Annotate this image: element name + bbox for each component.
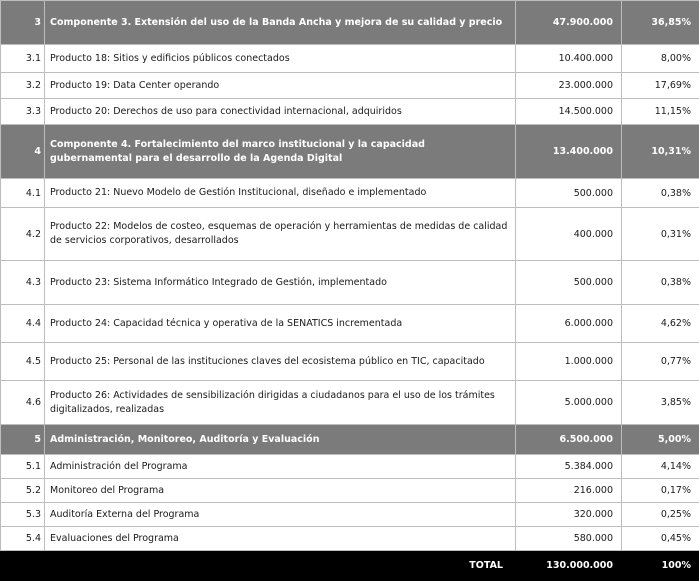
row-description: Producto 19: Data Center operando [45,73,516,99]
row-amount: 5.384.000 [516,455,622,479]
row-amount: 10.400.000 [516,45,622,73]
row-number: 3.3 [1,99,45,125]
row-description: Componente 4. Fortalecimiento del marco institucional y la capacidad gubernamental para el desarrollo de la Agenda Digital [45,125,516,179]
row-amount: 47.900.000 [516,1,622,45]
total-row [1,551,699,581]
row-description: Producto 26: Actividades de sensibilización dirigidas a ciudadanos para el uso de los trámites digitalizados, realizadas [45,381,516,425]
row-percent: 3,85% [622,381,699,425]
row-description: Producto 22: Modelos de costeo, esquemas de operación y herramientas de medidas de calidad de servicios corporativos, desarrollados [45,208,516,261]
product-row [1,381,699,425]
component-row-5 [1,425,699,455]
row-number: 5.2 [1,479,45,503]
row-description: Producto 23: Sistema Informático Integrado de Gestión, implementado [45,261,516,305]
row-number: 5 [1,425,45,455]
row-number: 4 [1,125,45,179]
row-description: Evaluaciones del Programa [45,527,516,551]
total-percent: 100% [622,551,699,581]
row-percent: 8,00% [622,45,699,73]
product-row [1,503,699,527]
row-number: 4.3 [1,261,45,305]
product-row [1,455,699,479]
row-amount: 580.000 [516,527,622,551]
row-amount: 6.000.000 [516,305,622,343]
row-percent: 0,25% [622,503,699,527]
row-description: Auditoría Externa del Programa [45,503,516,527]
row-description: Producto 20: Derechos de uso para conectividad internacional, adquiridos [45,99,516,125]
row-amount: 500.000 [516,261,622,305]
row-percent: 0,45% [622,527,699,551]
row-percent: 11,15% [622,99,699,125]
row-amount: 500.000 [516,179,622,208]
row-description: Producto 21: Nuevo Modelo de Gestión Institucional, diseñado e implementado [45,179,516,208]
row-number: 3 [1,1,45,45]
row-number: 4.5 [1,343,45,381]
row-amount: 23.000.000 [516,73,622,99]
row-description: Producto 24: Capacidad técnica y operativa de la SENATICS incrementada [45,305,516,343]
row-description: Producto 25: Personal de las instituciones claves del ecosistema público en TIC, capacitado [45,343,516,381]
product-row [1,179,699,208]
row-number: 3.2 [1,73,45,99]
row-percent: 0,17% [622,479,699,503]
row-number: 5.1 [1,455,45,479]
row-number: 4.2 [1,208,45,261]
row-description: Administración, Monitoreo, Auditoría y Evaluación [45,425,516,455]
product-row [1,305,699,343]
component-row-4 [1,125,699,179]
total-amount: 130.000.000 [516,551,622,581]
row-percent: 36,85% [622,1,699,45]
row-number: 4.6 [1,381,45,425]
total-label: TOTAL [45,551,516,581]
row-description: Componente 3. Extensión del uso de la Banda Ancha y mejora de su calidad y precio [45,1,516,45]
row-number: 5.3 [1,503,45,527]
row-percent: 0,77% [622,343,699,381]
component-row-3 [1,1,699,45]
row-percent: 5,00% [622,425,699,455]
product-row [1,208,699,261]
row-amount: 320.000 [516,503,622,527]
row-description: Producto 18: Sitios y edificios públicos conectados [45,45,516,73]
row-description: Monitoreo del Programa [45,479,516,503]
row-percent: 10,31% [622,125,699,179]
product-row [1,261,699,305]
product-row [1,343,699,381]
row-percent: 4,62% [622,305,699,343]
row-percent: 0,38% [622,179,699,208]
product-row [1,99,699,125]
row-amount: 13.400.000 [516,125,622,179]
row-amount: 6.500.000 [516,425,622,455]
row-amount: 1.000.000 [516,343,622,381]
product-row [1,479,699,503]
row-number: 3.1 [1,45,45,73]
row-percent: 0,38% [622,261,699,305]
row-amount: 216.000 [516,479,622,503]
product-row [1,527,699,551]
product-row [1,73,699,99]
row-percent: 0,31% [622,208,699,261]
row-amount: 5.000.000 [516,381,622,425]
row-number: 4.1 [1,179,45,208]
row-amount: 400.000 [516,208,622,261]
row-percent: 4,14% [622,455,699,479]
total-spacer [1,551,45,581]
row-description: Administración del Programa [45,455,516,479]
row-number: 5.4 [1,527,45,551]
row-percent: 17,69% [622,73,699,99]
row-amount: 14.500.000 [516,99,622,125]
row-number: 4.4 [1,305,45,343]
product-row [1,45,699,73]
